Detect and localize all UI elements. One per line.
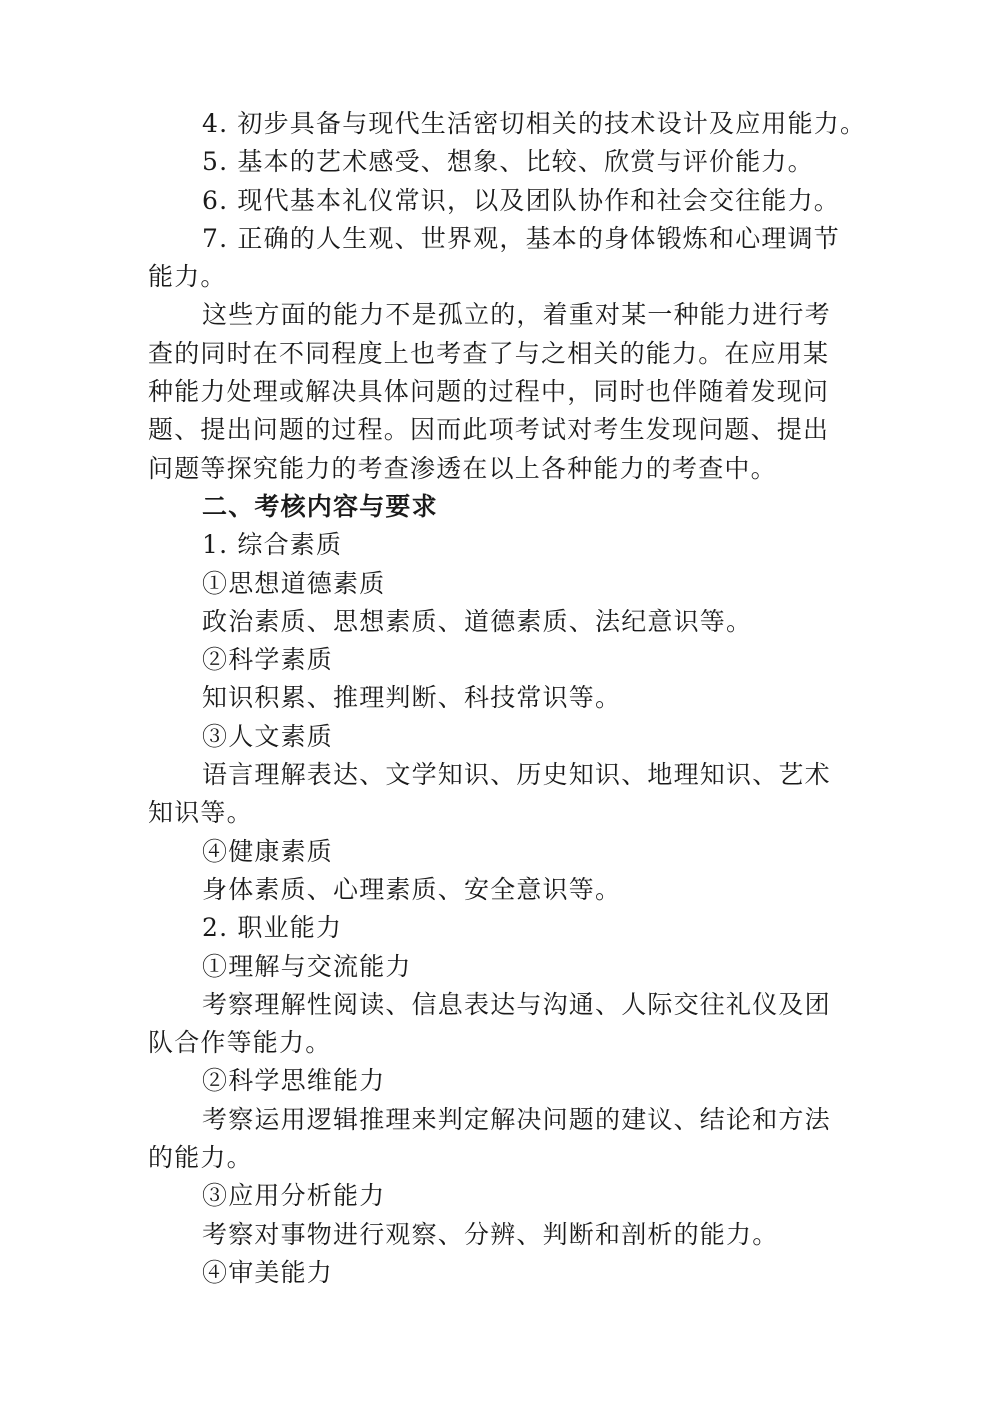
item-heading: ③应用分析能力 [202,1181,386,1211]
text-line: 题、提出问题的过程。因而此项考试对考生发现问题、提出 [148,415,830,445]
item-heading: ③人文素质 [202,721,334,751]
item-heading: ④审美能力 [202,1257,334,1287]
text-line: 队合作等能力。 [148,1028,332,1058]
subsection-heading: 1. 综合素质 [202,530,343,560]
subsection-heading: 2. 职业能力 [202,913,343,943]
text-line: 身体素质、心理素质、安全意识等。 [202,874,622,904]
section-heading: 二、考核内容与要求 [202,491,438,521]
text-line: 5. 基本的艺术感受、想象、比较、欣赏与评价能力。 [202,147,814,177]
text-line: 考察运用逻辑推理来判定解决问题的建议、结论和方法 [202,1104,831,1134]
text-line: 种能力处理或解决具体问题的过程中，同时也伴随着发现问 [148,377,830,407]
item-heading: ①思想道德素质 [202,568,386,598]
text-line: 4. 初步具备与现代生活密切相关的技术设计及应用能力。 [202,109,867,138]
text-line: 这些方面的能力不是孤立的，着重对某一种能力进行考 [202,300,831,330]
text-line: 政治素质、思想素质、道德素质、法纪意识等。 [202,606,753,636]
text-line: 考察理解性阅读、信息表达与沟通、人际交往礼仪及团 [202,989,831,1019]
text-line: 问题等探究能力的考查渗透在以上各种能力的考查中。 [148,453,777,483]
text-line: 7. 正确的人生观、世界观，基本的身体锻炼和心理调节 [202,223,841,253]
item-heading: ①理解与交流能力 [202,951,412,981]
text-line: 能力。 [148,262,227,292]
text-line: 查的同时在不同程度上也考查了与之相关的能力。在应用某 [148,338,830,368]
text-line: 6. 现代基本礼仪常识，以及团队协作和社会交往能力。 [202,185,841,215]
item-heading: ④健康素质 [202,836,334,866]
document-body [148,105,868,1292]
text-line: 语言理解表达、文学知识、历史知识、地理知识、艺术 [202,760,831,790]
text-line: 知识等。 [148,798,253,828]
text-line: 考察对事物进行观察、分辨、判断和剖析的能力。 [202,1219,779,1249]
text-line: 知识积累、推理判断、科技常识等。 [202,683,622,713]
item-heading: ②科学思维能力 [202,1066,386,1096]
item-heading: ②科学素质 [202,645,334,675]
text-line: 的能力。 [148,1143,253,1173]
